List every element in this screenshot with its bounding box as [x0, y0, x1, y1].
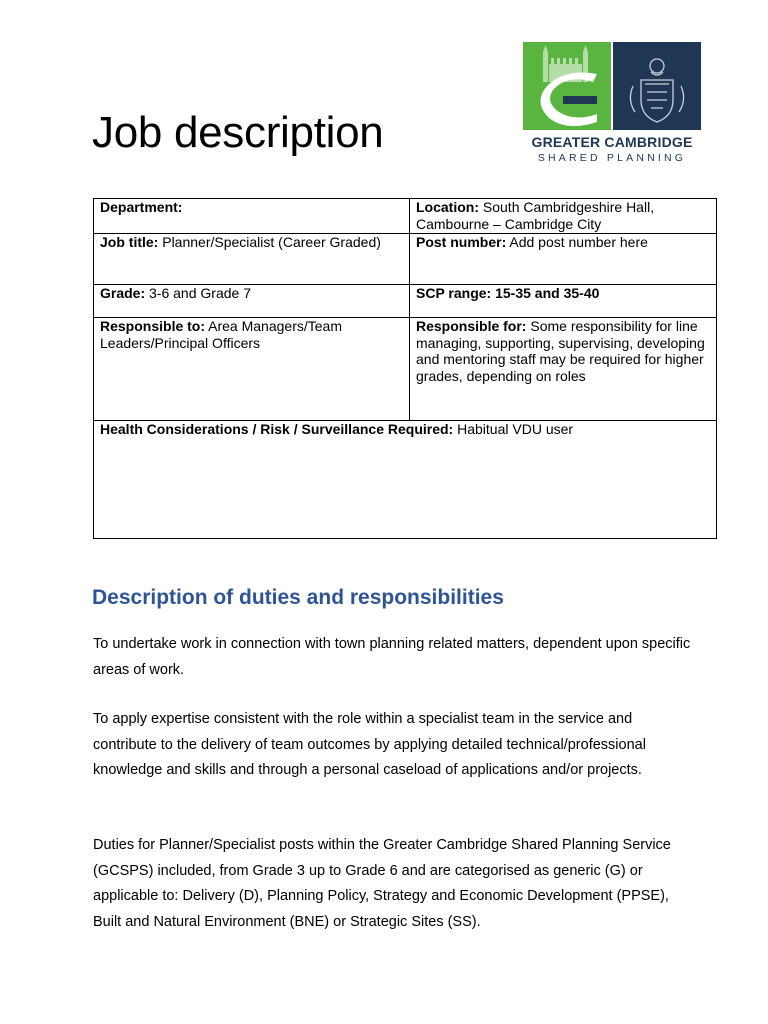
scp-range-cell: [410, 285, 717, 318]
table-row: [94, 285, 717, 318]
responsible-to-cell: [94, 318, 410, 421]
job-title-label: Job title:: [100, 234, 159, 250]
greater-cambridge-logo: [523, 42, 701, 164]
location-value: South Cambridgeshire Hall, Cambourne – Cambridge City: [416, 199, 655, 232]
grade-value: 3-6 and Grade 7: [149, 285, 251, 301]
page-title: Job description: [92, 108, 384, 157]
logo-text-line1: GREATER CAMBRIDGE: [531, 134, 693, 150]
department-label: Department:: [100, 199, 183, 215]
post-number-value: Add post number here: [509, 234, 648, 250]
table-row: [94, 421, 717, 539]
health-label: Health Considerations / Risk / Surveillance Required:: [100, 421, 454, 437]
post-number-cell: [410, 234, 717, 285]
job-info-table: [93, 198, 717, 539]
paragraph: Duties for Planner/Specialist posts within the Greater Cambridge Shared Planning Service (GCSPS) included, from Grade 3 up to Grade 6 and are categorised as generic (G) or applicable to: Delivery (D), Planning Policy, Strategy and Economic Development (PPSE), Built and Natural Environment (BNE) or Strategic Sites (SS).: [93, 837, 671, 930]
scp-range-value: 15-35 and 35-40: [495, 285, 600, 301]
scp-range-label: SCP range:: [416, 285, 492, 301]
paragraph: To undertake work in connection with town planning related matters, dependent upon specific areas of work.: [93, 636, 691, 678]
section-heading: Description of duties and responsibilities: [92, 586, 504, 609]
paragraph: To apply expertise consistent with the role within a specialist team in the service and contribute to the delivery of team outcomes by applying detailed technical/professional knowledge and skills and through a personal caseload of applications and/or projects.: [93, 711, 646, 778]
location-label: Location:: [416, 199, 479, 215]
health-cell: [94, 421, 717, 539]
post-number-label: Post number:: [416, 234, 507, 250]
health-value: Habitual VDU user: [457, 421, 574, 437]
table-row: [94, 234, 717, 285]
responsible-to-value: Area Managers/Team Leaders/Principal Officers: [100, 318, 342, 351]
responsible-for-value: Some responsibility for line managing, supporting, supervising, developing and mentoring staff may be required for higher grades, depending on roles: [416, 318, 705, 384]
responsible-to-label: Responsible to:: [100, 318, 206, 334]
table-row: [94, 199, 717, 234]
department-cell: [94, 199, 410, 234]
responsible-for-cell: [410, 318, 717, 421]
logo-text-line2: SHARED PLANNING: [537, 152, 687, 164]
table-row: [94, 318, 717, 421]
grade-cell: [94, 285, 410, 318]
location-cell: [410, 199, 717, 234]
job-title-value: Planner/Specialist (Career Graded): [162, 234, 381, 250]
logo-mark-icon: [523, 42, 701, 130]
grade-label: Grade:: [100, 285, 146, 301]
job-title-cell: [94, 234, 410, 285]
responsible-for-label: Responsible for:: [416, 318, 527, 334]
